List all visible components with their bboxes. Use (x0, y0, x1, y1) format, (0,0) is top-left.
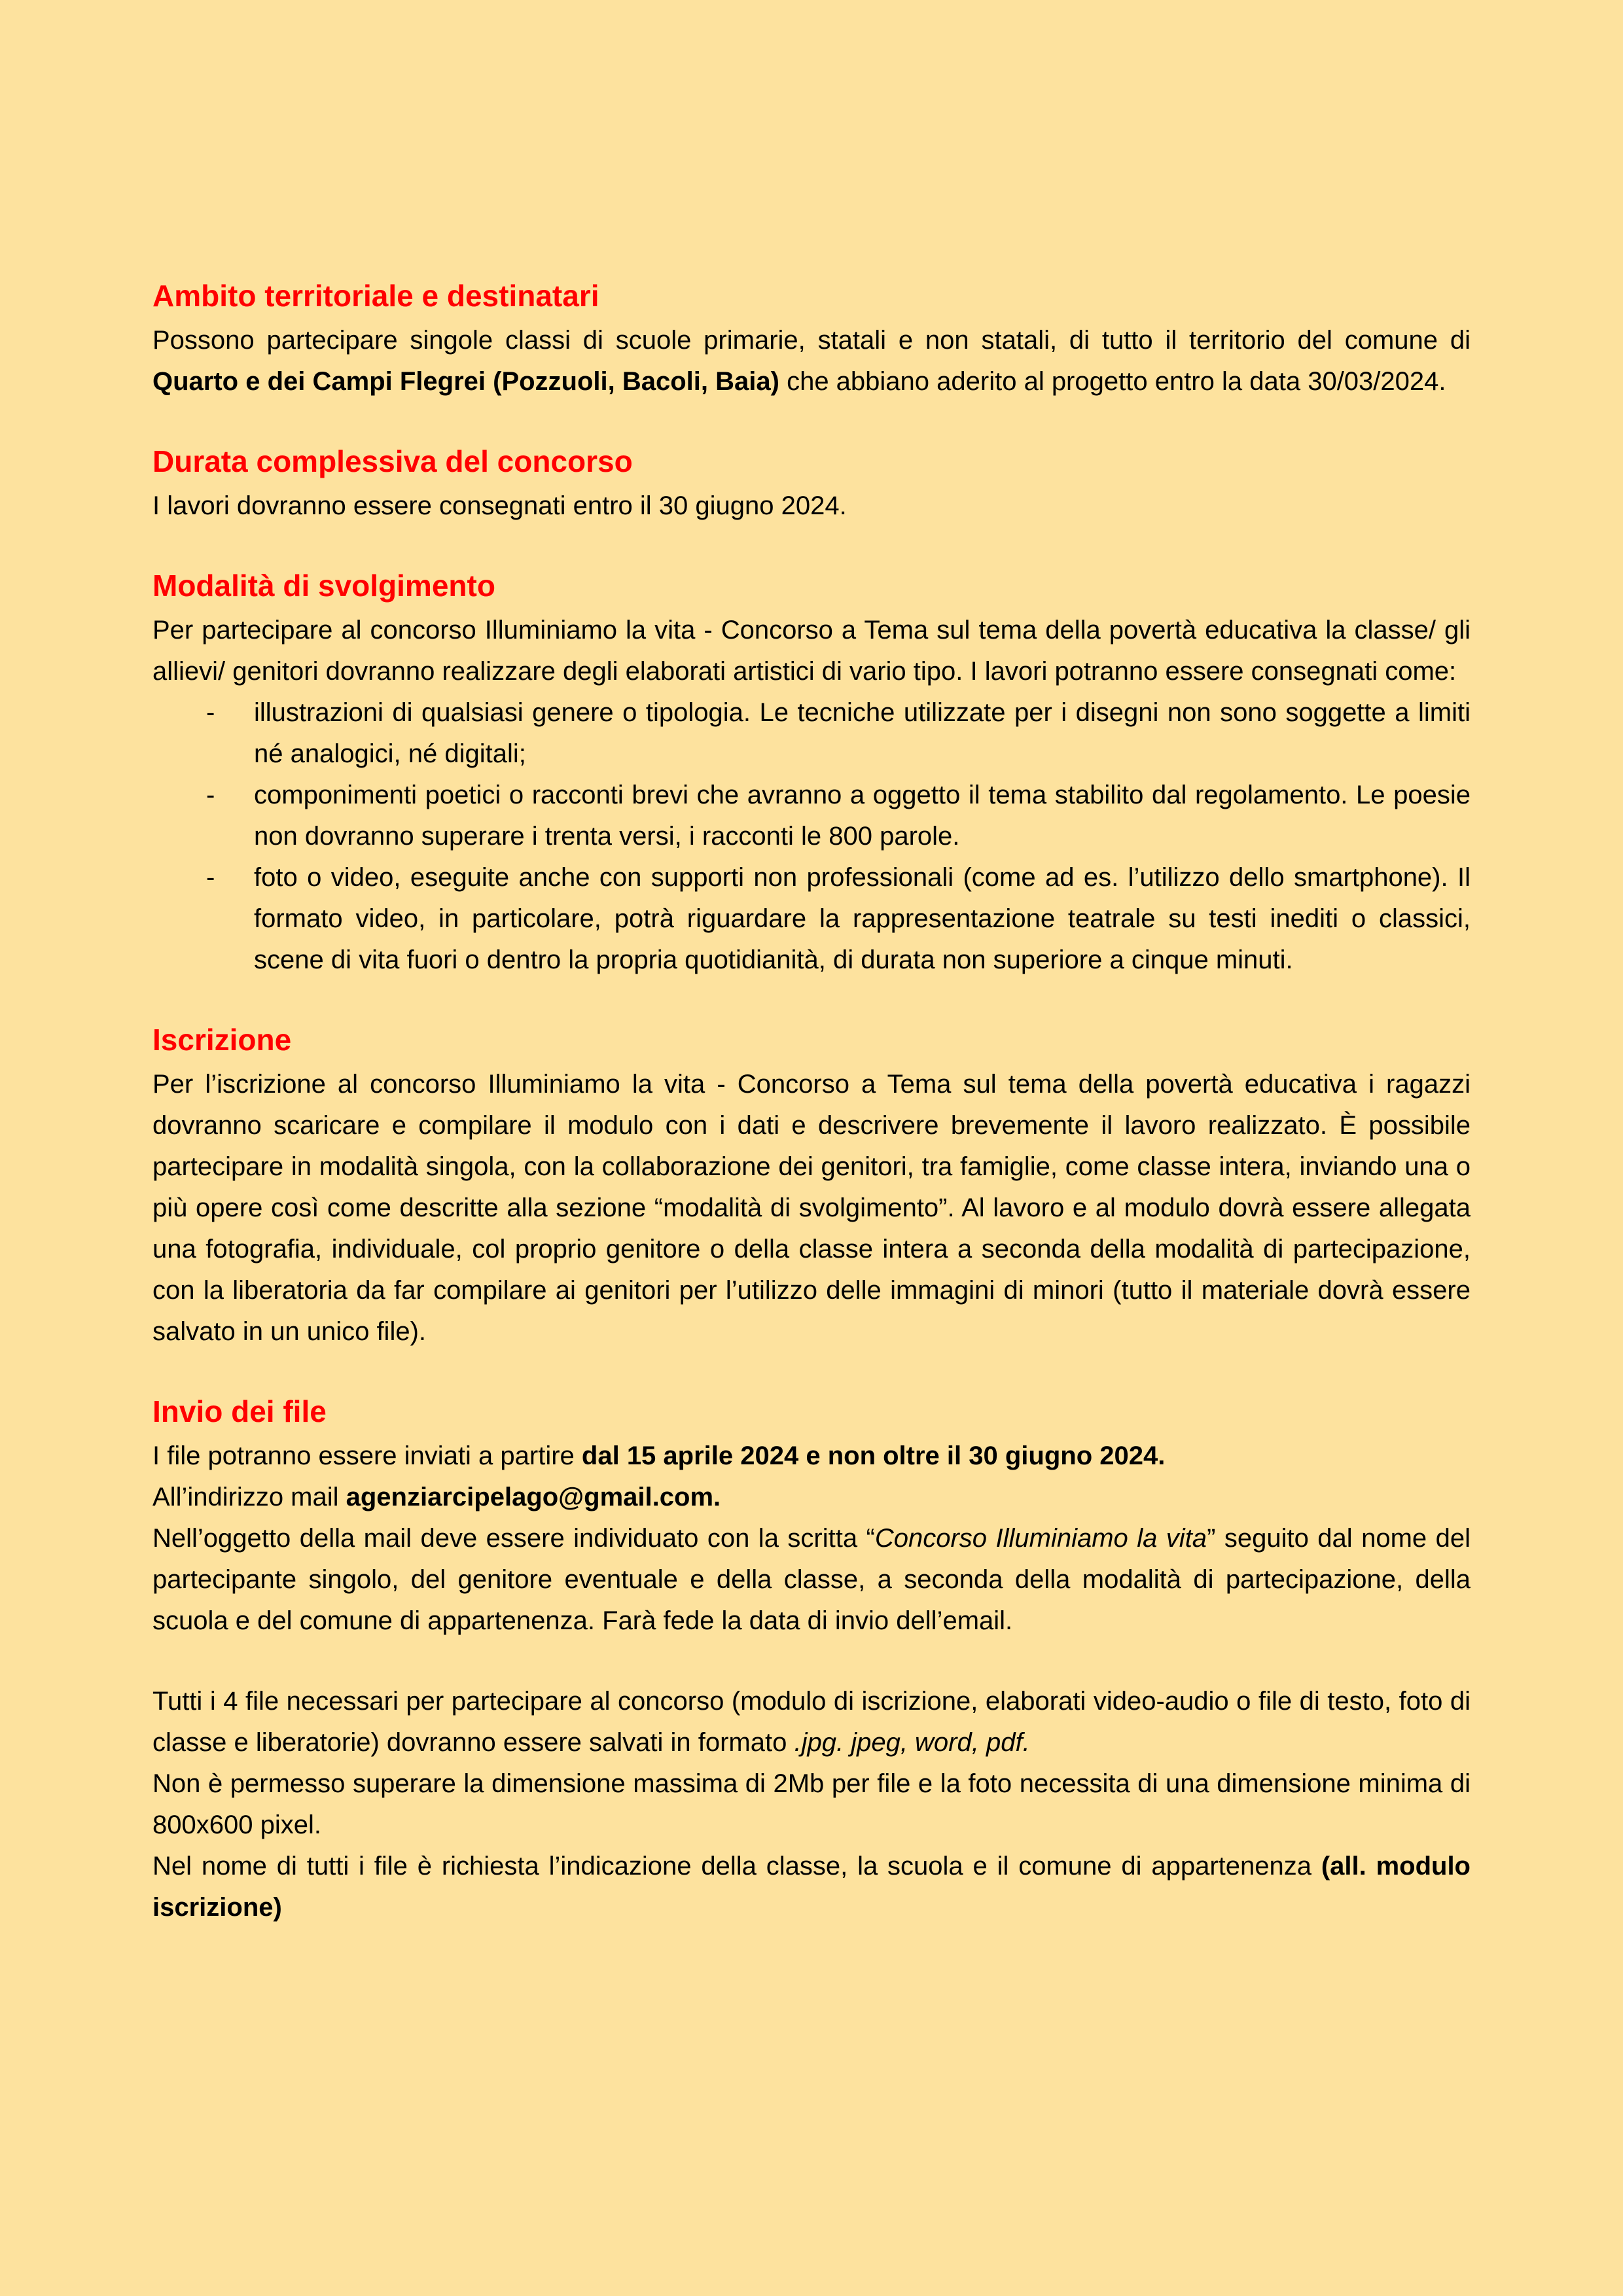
text-run: ” seguito dal nome del partecipante singolo, del genitore eventuale e della classe, a seconda della modalità di partecipazione, della scuola e del comune di appartenenza. Farà fede la data di invio dell’email. (152, 1524, 1471, 1635)
section-modalita (152, 565, 1471, 981)
section-ambito (152, 275, 1471, 402)
text-run-italic: Concorso Illuminiamo la vita (874, 1524, 1207, 1553)
text-run: Tutti i 4 file necessari per partecipare al concorso (modulo di iscrizione, elaborati video-audio o file di testo, foto di classe e liberatorie) dovranno essere salvati in formato (152, 1687, 1471, 1757)
text-run: Nell’oggetto della mail deve essere individuato con la scritta “ (152, 1524, 875, 1553)
text-run: Per l’iscrizione al concorso Illuminiamo la vita - Concorso a Tema sul tema della povertà educativa i ragazzi dovranno scaricare e compilare il modulo con i dati e descrivere brevemente il lavoro realizzato. È possibile partecipare in modalità singola, con la collaborazione dei genitori, tra famiglie, come classe intera, inviando una o più opere così come descritte alla sezione “modalità di svolgimento”. Al lavoro e al modulo dovrà essere allegata una fotografia, individuale, col proprio genitore o della classe intera a seconda della modalità di partecipazione, con la liberatoria da far compilare ai genitori per l’utilizzo delle immagini di minori (tutto il materiale dovrà essere salvato in un unico file). (152, 1070, 1471, 1346)
paragraph (152, 1846, 1471, 1928)
text-run: Non è permesso superare la dimensione massima di 2Mb per file e la foto necessita di una dimensione minima di 800x600 pixel. (152, 1769, 1471, 1839)
text-run-bold: (all. modulo iscrizione) (152, 1852, 1471, 1922)
paragraph (152, 486, 1471, 527)
section-iscrizione (152, 1019, 1471, 1352)
paragraph (152, 610, 1471, 692)
text-run-bold: dal 15 aprile 2024 e non oltre il 30 giugno 2024. (581, 1441, 1166, 1470)
section-heading-ambito: Ambito territoriale e destinatari (152, 279, 599, 313)
section-durata (152, 440, 1471, 527)
bullet-text: illustrazioni di qualsiasi genere o tipologia. Le tecniche utilizzate per i disegni non sono soggette a limiti né analogici, né digitali; (254, 698, 1471, 768)
paragraph (152, 320, 1471, 402)
paragraph (152, 1518, 1471, 1642)
text-run: Per partecipare al concorso Illuminiamo la vita - Concorso a Tema sul tema della povertà educativa la classe/ gli allievi/ genitori dovranno realizzare degli elaborati artistici di vario tipo. I lavori potranno essere consegnati come: (152, 616, 1471, 686)
list-item (152, 692, 1471, 775)
text-run: Possono partecipare singole classi di scuole primarie, statali e non statali, di tutto il territorio del comune di (152, 326, 1471, 355)
text-run: Nel nome di tutti i file è richiesta l’indicazione della classe, la scuola e il comune di appartenenza (152, 1852, 1321, 1881)
bullet-text: foto o video, eseguite anche con supporti non professionali (come ad es. l’utilizzo dello smartphone). Il formato video, in particolare, potrà riguardare la rappresentazione teatrale su testi inediti o classici, scene di vita fuori o dentro la propria quotidianità, di durata non superiore a cinque minuti. (254, 863, 1471, 974)
paragraph (152, 1477, 1471, 1518)
section-heading-invio: Invio dei file (152, 1394, 327, 1428)
paragraph (152, 1436, 1471, 1477)
paragraph (152, 1763, 1471, 1846)
bullet-list (152, 692, 1471, 981)
bullet-dash: - (206, 781, 215, 809)
section-invio (152, 1390, 1471, 1928)
bullet-dash: - (206, 863, 215, 892)
bullet-dash: - (206, 698, 215, 727)
paragraph (152, 1681, 1471, 1763)
text-run: I file potranno essere inviati a partire (152, 1441, 582, 1470)
bullet-text: componimenti poetici o racconti brevi che avranno a oggetto il tema stabilito dal regolamento. Le poesie non dovranno superare i trenta versi, i racconti le 800 parole. (254, 781, 1471, 851)
section-heading-iscrizione: Iscrizione (152, 1023, 292, 1057)
text-run: I lavori dovranno essere consegnati entro il 30 giugno 2024. (152, 491, 847, 520)
section-heading-modalita: Modalità di svolgimento (152, 569, 495, 603)
text-run-italic: .jpg. jpeg, word, pdf. (794, 1728, 1030, 1757)
text-run-bold: Quarto e dei Campi Flegrei (Pozzuoli, Bacoli, Baia) (152, 367, 779, 396)
section-heading-durata: Durata complessiva del concorso (152, 444, 633, 478)
list-item (152, 857, 1471, 981)
email-address: agenziarcipelago@gmail.com. (346, 1483, 721, 1511)
paragraph (152, 1064, 1471, 1352)
list-item (152, 775, 1471, 857)
text-run: che abbiano aderito al progetto entro la data 30/03/2024. (779, 367, 1446, 396)
text-run: All’indirizzo mail (152, 1483, 346, 1511)
